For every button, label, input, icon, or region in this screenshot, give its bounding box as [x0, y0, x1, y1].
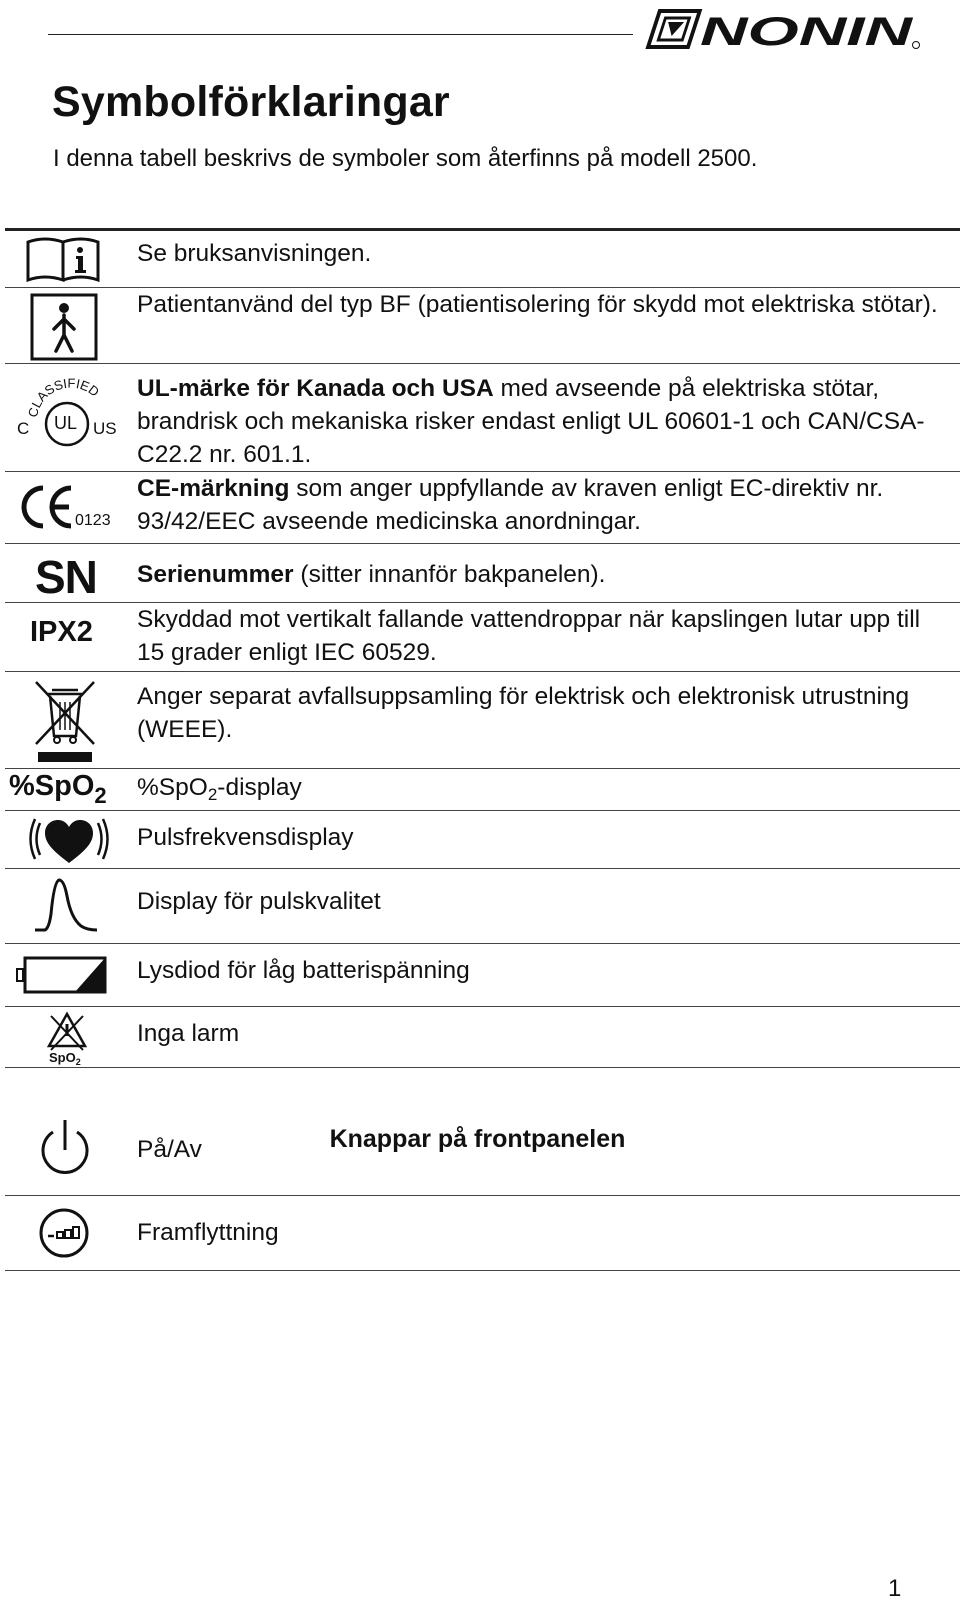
table-row — [5, 1196, 960, 1271]
table-row — [5, 364, 960, 472]
section-heading: Knappar på frontpanelen — [329, 1125, 626, 1153]
advance-icon — [5, 1196, 133, 1270]
svg-text:SpO2: SpO$_2$ — [49, 1050, 81, 1066]
table-row — [5, 672, 960, 769]
table-row — [5, 544, 960, 603]
table-row — [5, 231, 960, 288]
low-battery-icon — [5, 944, 133, 1006]
page-intro: I denna tabell beskrivs de symboler som återfinns på modell 2500. — [53, 145, 758, 172]
table-row — [5, 944, 960, 1007]
table-row — [5, 603, 960, 672]
table-row — [5, 288, 960, 364]
row-text: Inga larm — [137, 1020, 240, 1047]
row-text: Pulsfrekvensdisplay — [137, 824, 354, 851]
svg-text:0123: 0123 — [75, 512, 111, 529]
ce-mark-icon — [5, 472, 133, 543]
pulse-waveform-icon — [5, 869, 133, 943]
row-text: Anger separat avfallsuppsamling för elektrisk och elektronisk utrustning (WEEE). — [137, 683, 910, 743]
serial-number-icon: SN — [35, 551, 97, 603]
table-row — [5, 811, 960, 869]
row-text: På/Av — [137, 1136, 202, 1163]
row-text: Skyddad mot vertikalt fallande vattendroppar när kapslingen lutar upp till 15 grader enligt IEC 60529. — [137, 606, 921, 666]
weee-bin-icon — [5, 672, 133, 768]
table-row — [5, 869, 960, 944]
page-number: 1 — [888, 1575, 902, 1602]
symbol-table — [5, 231, 960, 1271]
header-rule — [48, 34, 633, 35]
svg-text:CLASSIFIED: CLASSIFIED — [25, 375, 103, 419]
row-bold-text: UL-märke för Kanada och USA — [137, 375, 494, 402]
svg-text:C: C — [17, 419, 30, 438]
row-text: Patientanvänd del typ BF (patientisolering för skydd mot elektriska stötar). — [137, 291, 938, 318]
ul-classified-icon — [5, 364, 133, 471]
svg-text:NONIN: NONIN — [700, 10, 914, 54]
spo2-icon: %SpO$_2$ — [9, 770, 107, 808]
row-text: med avseende på elektriska stötar, brandrisk och mekaniska risker endast enligt UL 60601-1 och CAN/CSA-C22.2 nr. 601.1. — [137, 375, 925, 468]
row-text: Lysdiod för låg batterispänning — [137, 957, 470, 984]
ipx2-icon: IPX2 — [30, 616, 93, 648]
pulse-heart-icon — [5, 811, 133, 868]
book-info-icon — [5, 231, 133, 287]
row-text: Display för pulskvalitet — [137, 888, 381, 915]
row-text: (sitter innanför bakpanelen). — [293, 561, 606, 588]
page-title: Symbolförklaringar — [52, 78, 450, 126]
nonin-logo — [642, 4, 922, 54]
table-row — [5, 1007, 960, 1068]
table-row — [5, 769, 960, 811]
svg-text:US: US — [93, 419, 117, 438]
bf-patient-icon — [5, 288, 133, 363]
row-text: %SpO$_2$-display — [137, 774, 302, 804]
row-bold-text: CE-märkning — [137, 475, 290, 502]
table-row — [5, 472, 960, 544]
row-bold-text: Serienummer — [137, 561, 294, 588]
svg-text:UL: UL — [54, 413, 78, 433]
no-alarm-icon — [5, 1007, 133, 1067]
row-text: Se bruksanvisningen. — [137, 240, 372, 267]
row-text: som anger uppfyllande av kraven enligt EC-direktiv nr. 93/42/EEC avseende medicinska anordningar. — [137, 475, 884, 535]
row-text: Framflyttning — [137, 1219, 279, 1246]
